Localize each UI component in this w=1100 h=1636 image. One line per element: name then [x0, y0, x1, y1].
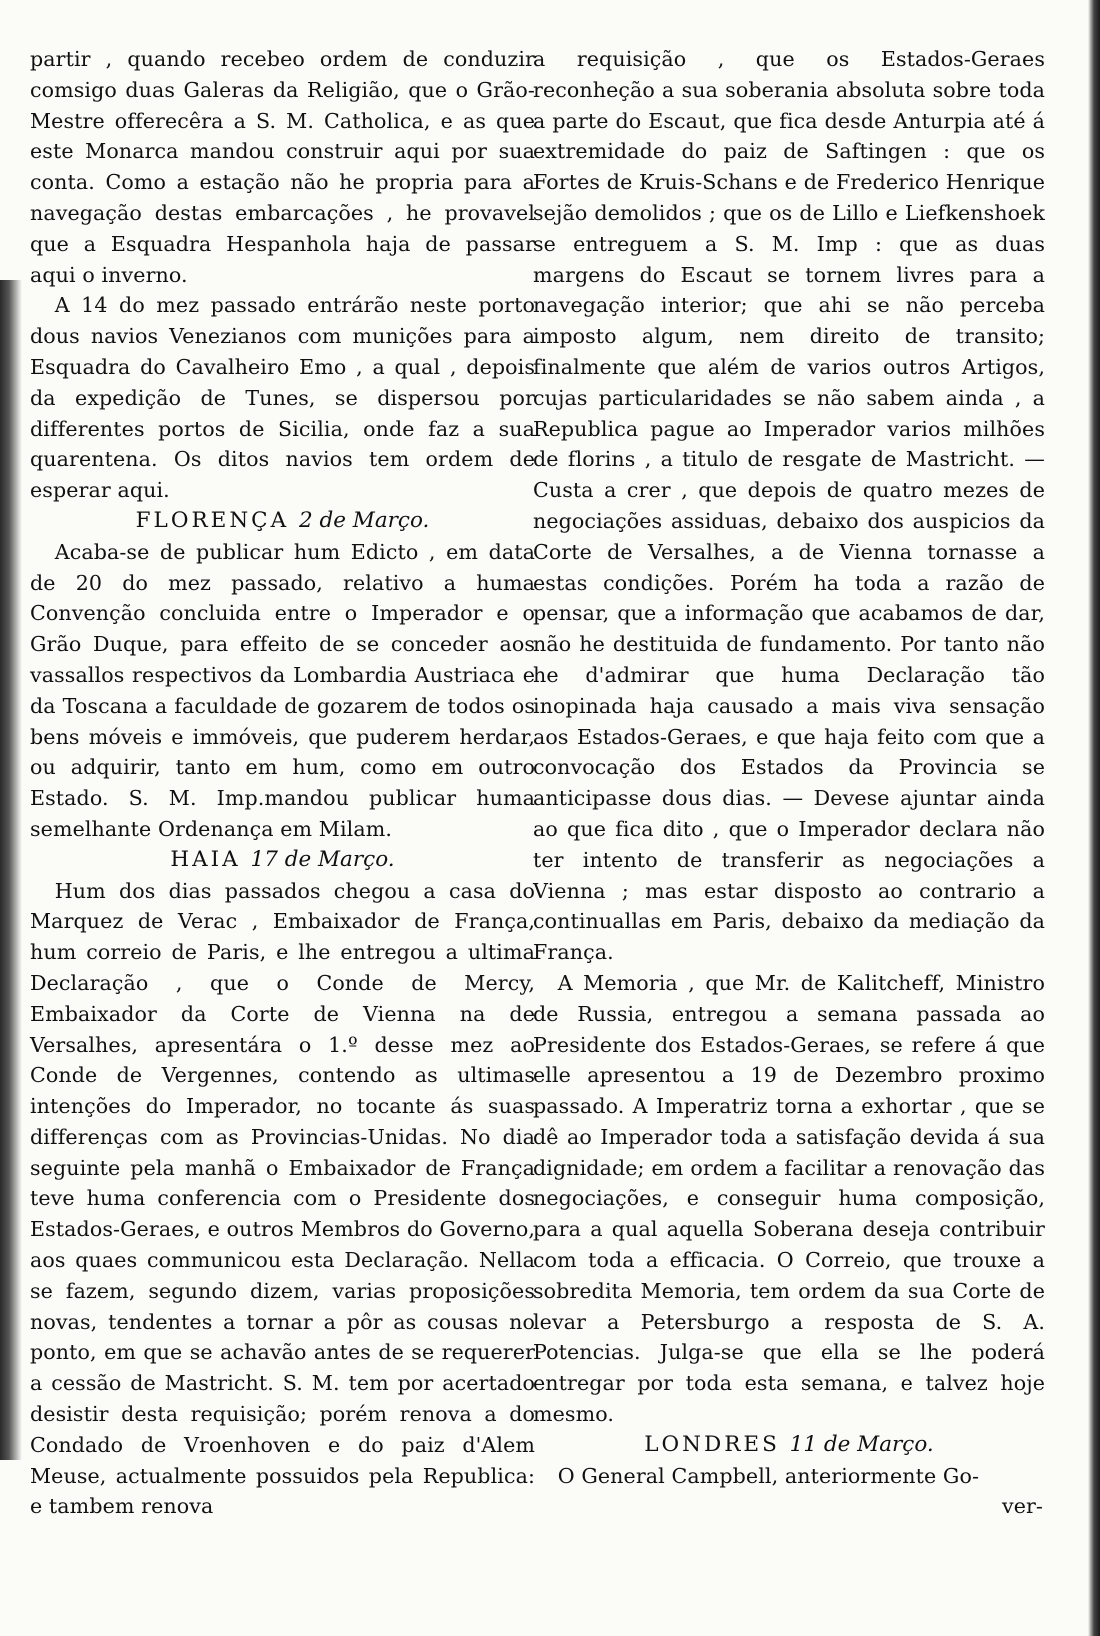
page-edge-shadow-right — [1088, 0, 1100, 1636]
left-column — [30, 44, 535, 1522]
right-column — [533, 44, 1045, 1522]
paragraph: partir , quando recebeo ordem de conduzir comsigo duas Galeras da Religião, que o Grão-Mestre offerecêra a S. M. Catholica, e as que este Monarca mandou construir aqui por sua conta. Como a estação não he propria para a navegação destas embarcações , he provavel que a Esquadra Hespanhola haja de passar aqui o inverno. — [30, 47, 535, 287]
dateline-date: 17 de Março. — [250, 846, 395, 872]
paragraph: Acaba-se de publicar hum Edicto , em data de 20 do mez passado, relativo a huma Convenção concluida entre o Imperador e o Grão Duque, para effeito de se conceder aos vassallos respectivos da Lombardia Austriaca e da Toscana a faculdade de gozarem de todos os bens móveis e immóveis, que puderem herdar, ou adquirir, tanto em hum, como em outro Estado. S. M. Imp.mandou publicar huma semelhante Ordenança em Milam. — [30, 539, 535, 841]
dateline-place: FLORENÇA — [135, 507, 290, 533]
paragraph: Hum dos dias passados chegou a casa do Marquez de Verac , Embaixador de França, hum correio de Paris, e lhe entregou a ultima Declaração , que o Conde de Mercy, Embaixador da Corte de Vienna na de Versalhes, apresentára o 1.º desse mez ao Conde de Vergennes, contendo as ultimas intenções do Imperador, no tocante ás suas differenças com as Provincias-Unidas. No dia seguinte pela manhã o Embaixador de França teve huma conferencia com o Presidente dos Estados-Geraes, e outros Membros do Governo, aos quaes communicou esta Declaração. Nella se fazem, segundo dizem, varias proposições novas, tendentes a tornar a pôr as cousas no ponto, em que se achavão antes de se requerer a cessão de Mastricht. S. M. tem por acertado desistir desta requisição; porém renova a do Condado de Vroenhoven e do paiz d'Alem Meuse, actualmente possuidos pela Republica: e tambem renova — [30, 878, 535, 1519]
dateline-date: 11 de Março. — [789, 1431, 934, 1457]
paragraph: A Memoria , que Mr. de Kalitcheff, Ministro de Russia, entregou a semana passada ao Presidente dos Estados-Geraes, se refere á que elle apresentou a 19 de Dezembro proximo passado. A Imperatriz torna a exhortar , que se dê ao Imperador toda a satisfação devida á sua dignidade; em ordem a facilitar a renovação das negociações, e conseguir huma composição, para a qual aquella Soberana deseja contribuir com toda a efficacia. O Correio, que trouxe a sobredita Memoria, tem ordem da sua Corte de levar a Petersburgo a resposta de S. A. Potencias. Julga-se que ella se lhe poderá entregar por toda esta semana, e talvez hoje mesmo. — [533, 970, 1045, 1427]
paragraph: a requisição , que os Estados-Geraes reconheção a sua soberania absoluta sobre toda a parte do Escaut, que fica desde Anturpia até á extremidade do paiz de Saftingen : que os Fortes de Kruis-Schans e de Frederico Henrique sejão demolidos ; que os de Lillo e Liefkenshoek se entreguem a S. M. Imp : que as duas margens do Escaut se tornem livres para a navegação interior; que ahi se não perceba imposto algum, nem direito de transito; finalmente que além de varios outros Artigos, cujas particularidades se não sabem ainda , a Republica pague ao Imperador varios milhões de florins , a titulo de resgate de Mastricht. — Custa a crer , que depois de quatro mezes de negociações assiduas, debaixo dos auspicios da Corte de Versalhes, a de Vienna tornasse a estas condições. Porém ha toda a razão de pensar, que a informação que acabamos de dar, não he destituida de fundamento. Por tanto não he d'admirar que huma Declaração tão inopinada haja causado a mais viva sensação aos Estados-Geraes, e que haja feito com que a convocação dos Estados da Provincia se anticipasse dous dias. — Devese ajuntar ainda ao que fica dito , que o Imperador declara não ter intento de transferir as negociações a Vienna ; mas estar disposto ao contrario a continuallas em Paris, debaixo da mediação da França. — [533, 47, 1045, 965]
paragraph: A 14 do mez passado entrárão neste porto dous navios Venezianos com munições para a Esquadra do Cavalheiro Emo , a qual , depois da expedição de Tunes, se dispersou por differentes portos de Sicilia, onde faz a sua quarentena. Os ditos navios tem ordem de esperar aqui. — [30, 293, 535, 503]
dateline-heading — [30, 506, 535, 537]
page-edge-shadow-left — [0, 280, 22, 1460]
dateline-heading — [533, 1430, 1045, 1461]
dateline-place: HAIA — [170, 846, 241, 872]
paragraph: O General Campbell, anteriormente Go- — [557, 1463, 980, 1488]
dateline-date: 2 de Março. — [298, 507, 430, 533]
catchword: ver- — [1001, 1494, 1043, 1519]
dateline-place: LONDRES — [644, 1431, 780, 1457]
dateline-heading — [30, 845, 535, 876]
